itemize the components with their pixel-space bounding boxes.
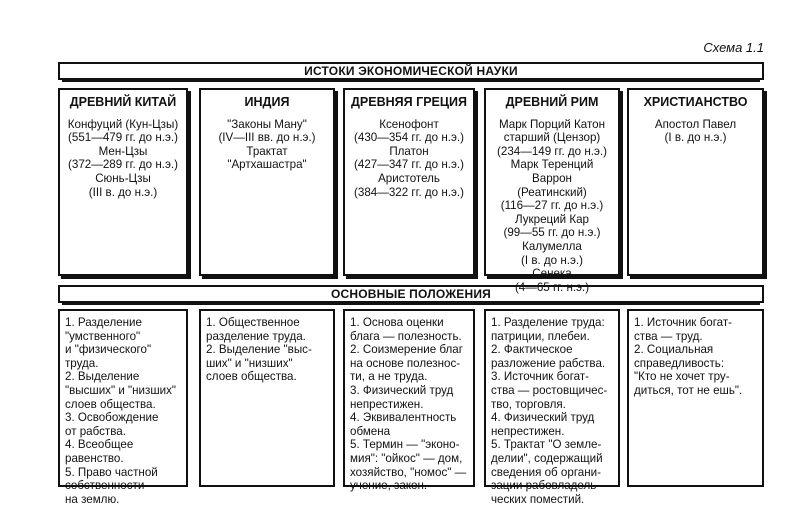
position-line: 2. Социальная bbox=[634, 343, 714, 357]
position-line: 5. Термин — "эконо- bbox=[350, 438, 460, 452]
position-line: слоев общества. bbox=[65, 397, 156, 411]
source-line: Конфуций (Кун-Цзы) bbox=[67, 117, 179, 131]
position-line: сведения об органи- bbox=[491, 465, 601, 479]
source-line: (Реатинский) bbox=[517, 185, 587, 199]
source-line: Трактат bbox=[246, 144, 288, 158]
position-box bbox=[343, 309, 475, 493]
position-line: "умственного" bbox=[65, 329, 141, 343]
position-box bbox=[199, 309, 335, 487]
position-text bbox=[60, 311, 186, 506]
source-line: старший (Цензор) bbox=[503, 131, 601, 145]
position-line: делии", содержащий bbox=[491, 451, 603, 465]
position-text bbox=[201, 311, 333, 384]
position-line: хозяйство, "номос" — bbox=[350, 465, 467, 479]
position-line: 1. Общественное bbox=[206, 316, 300, 329]
source-line: (384—322 гг. до н.э.) bbox=[354, 185, 464, 199]
position-line: 2. Фактическое bbox=[491, 343, 573, 357]
source-line: (116—27 гг. до н.э.) bbox=[500, 199, 604, 213]
position-text bbox=[629, 311, 762, 398]
position-line: обмена bbox=[350, 424, 391, 438]
position-line: тво, торговля. bbox=[491, 397, 566, 411]
position-line: 1. Разделение труда: bbox=[491, 316, 605, 329]
position-line: блага — полезность. bbox=[350, 329, 462, 343]
position-line: 1. Разделение bbox=[65, 316, 142, 329]
position-line: 2. Соизмерение благ bbox=[350, 343, 463, 357]
source-line: (427—347 гг. до н.э.) bbox=[354, 158, 464, 172]
position-line: патриции, плебеи. bbox=[491, 329, 590, 343]
position-line: учение, закон. bbox=[350, 479, 428, 493]
position-line: ства — ростовщичес- bbox=[491, 383, 608, 397]
position-box bbox=[58, 309, 188, 506]
section-title-bar: ОСНОВНЫЕ ПОЛОЖЕНИЯ bbox=[58, 285, 764, 303]
position-line: 1. Основа оценки bbox=[350, 316, 444, 329]
position-line: "высших" и "низших" bbox=[65, 383, 177, 397]
position-line: равенство. bbox=[65, 451, 124, 465]
source-text bbox=[486, 118, 618, 295]
position-line: 1. Источник богат- bbox=[634, 316, 733, 329]
position-line: 5. Право частной bbox=[65, 465, 158, 479]
source-line: Платон bbox=[389, 144, 429, 158]
section-connector-line bbox=[62, 303, 760, 305]
position-line: диться, тот не ешь". bbox=[634, 383, 743, 397]
position-line: 4. Всеобщее bbox=[65, 438, 134, 452]
source-text bbox=[345, 118, 473, 200]
position-line: 3. Источник богат- bbox=[491, 370, 590, 384]
position-line: 4. Эквивалентность bbox=[350, 411, 457, 425]
position-line: и "физического" bbox=[65, 343, 152, 357]
source-line: (I в. до н.э.) bbox=[521, 253, 583, 267]
scheme-caption: Схема 1.1 bbox=[703, 40, 764, 55]
source-line: Варрон bbox=[532, 171, 572, 185]
position-line: мия": "ойкос" — дом, bbox=[350, 451, 463, 465]
source-text bbox=[201, 118, 333, 172]
source-line: (IV—III вв. до н.э.) bbox=[218, 131, 316, 145]
position-line: на землю. bbox=[65, 492, 120, 506]
position-line: от рабства. bbox=[65, 424, 126, 438]
source-line: "Артхашастра" bbox=[227, 158, 307, 172]
position-line: 2. Выделение bbox=[65, 370, 140, 384]
source-line: Ксенофонт bbox=[379, 117, 439, 131]
source-heading: ХРИСТИАНСТВО bbox=[643, 95, 748, 109]
position-line: ти, а не труда. bbox=[350, 370, 428, 384]
position-line: 3. Физический труд bbox=[350, 383, 454, 397]
position-line: на основе полезнос- bbox=[350, 356, 461, 370]
position-line: разложение рабства. bbox=[491, 356, 606, 370]
source-text bbox=[60, 118, 186, 200]
source-line: (99—55 гг. до н.э.) bbox=[503, 226, 601, 240]
position-line: собственности bbox=[65, 479, 145, 493]
source-line: "Законы Ману" bbox=[227, 117, 307, 131]
position-line: ческих поместий. bbox=[491, 492, 585, 506]
source-line: Марк Теренций bbox=[510, 158, 594, 172]
position-text bbox=[345, 311, 473, 493]
position-line: зации рабовладель- bbox=[491, 479, 601, 493]
position-line: справедливость: bbox=[634, 356, 725, 370]
source-line: Марк Порций Катон bbox=[499, 117, 605, 131]
source-line: Калумелла bbox=[522, 239, 582, 253]
position-line: ших" и "низших" bbox=[206, 356, 293, 370]
source-box bbox=[627, 88, 764, 276]
title-bar: ИСТОКИ ЭКОНОМИЧЕСКОЙ НАУКИ bbox=[58, 62, 764, 80]
position-line: "Кто не хочет тру- bbox=[634, 370, 730, 384]
source-heading: ДРЕВНИЙ КИТАЙ bbox=[69, 95, 177, 109]
source-line: Сюнь-Цзы bbox=[95, 171, 151, 185]
source-line: (430—354 гг. до н.э.) bbox=[354, 131, 464, 145]
position-line: разделение труда. bbox=[206, 329, 306, 343]
source-heading: ИНДИЯ bbox=[244, 95, 290, 109]
source-line: Аристотель bbox=[378, 171, 440, 185]
source-line: Лукреций Кар bbox=[515, 212, 589, 226]
title-connector-line bbox=[62, 80, 760, 82]
source-line: (4—65 гг. н.э.) bbox=[514, 280, 590, 294]
source-box bbox=[199, 88, 335, 276]
position-line: ства — труд. bbox=[634, 329, 703, 343]
source-line: Апостол Павел bbox=[654, 117, 737, 131]
position-line: 3. Освобождение bbox=[65, 411, 159, 425]
position-line: 4. Физический труд bbox=[491, 411, 595, 425]
source-line: (372—289 гг. до н.э.) bbox=[68, 158, 178, 172]
position-box bbox=[484, 309, 620, 506]
position-text bbox=[486, 311, 618, 506]
position-line: слоев общества. bbox=[206, 370, 297, 384]
source-box bbox=[484, 88, 620, 294]
source-line: (234—149 гг. до н.э.) bbox=[497, 144, 607, 158]
source-line: Сенека bbox=[532, 267, 572, 281]
position-box bbox=[627, 309, 764, 487]
position-line: 2. Выделение "выс- bbox=[206, 343, 312, 357]
position-line: непрестижен. bbox=[491, 424, 565, 438]
source-heading: ДРЕВНЯЯ ГРЕЦИЯ bbox=[351, 95, 467, 109]
position-line: непрестижен. bbox=[350, 397, 424, 411]
source-line: (551—479 гг. до н.э.) bbox=[68, 131, 178, 145]
source-text bbox=[629, 118, 762, 145]
position-line: труда. bbox=[65, 356, 99, 370]
source-line: (III в. до н.э.) bbox=[88, 185, 158, 199]
source-line: Мен-Цзы bbox=[98, 144, 148, 158]
source-line: (I в. до н.э.) bbox=[664, 131, 727, 145]
source-box bbox=[343, 88, 475, 276]
source-box bbox=[58, 88, 188, 276]
source-heading: ДРЕВНИЙ РИМ bbox=[505, 95, 599, 109]
position-line: 5. Трактат "О земле- bbox=[491, 438, 602, 452]
